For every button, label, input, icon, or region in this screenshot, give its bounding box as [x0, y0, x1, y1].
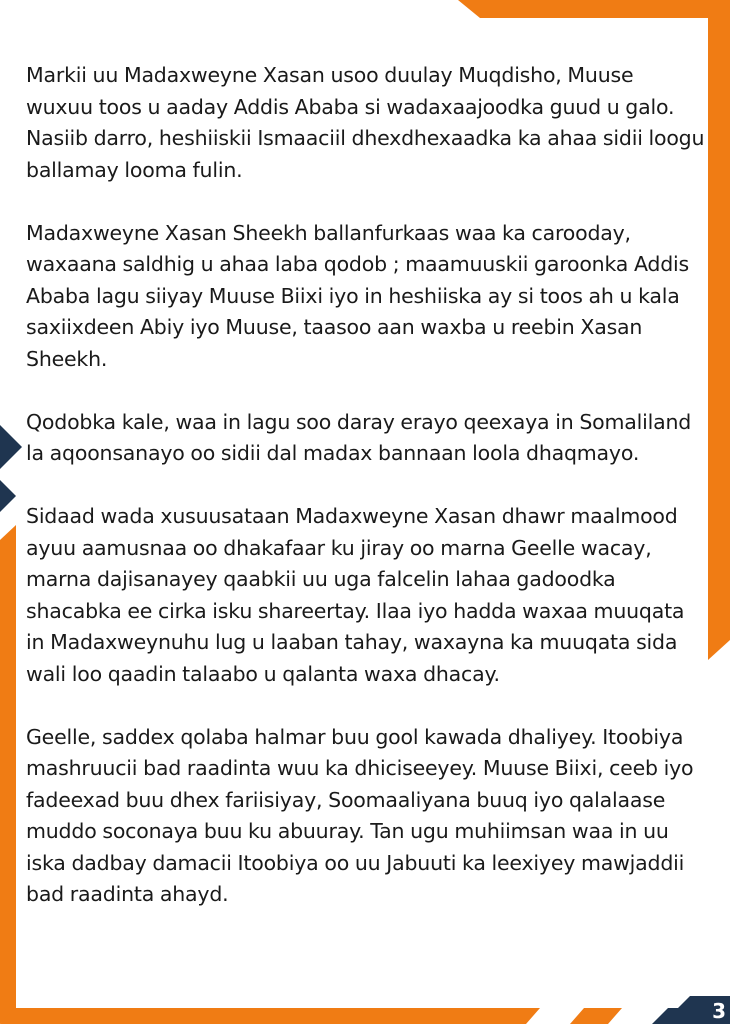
top-orange-band — [458, 0, 730, 18]
right-orange-band — [708, 18, 730, 660]
article-body — [26, 60, 706, 942]
paragraph: Markii uu Madaxweyne Xasan usoo duulay Muqdisho, Muuse wuxuu toos u aaday Addis Ababa si wadaxaajoodka guud u galo. Nasiib darro, heshiiskii Ismaaciil dhexdhexaadka ka ahaa sidii loogu ballamay looma fulin. — [26, 63, 705, 182]
bottom-orange-band — [0, 1008, 540, 1024]
page-number: 3 — [712, 999, 726, 1023]
paragraph: Geelle, saddex qolaba halmar buu gool kawada dhaliyey. Itoobiya mashruucii bad raadinta wuu ka dhiciseeyey. Muuse Biixi, ceeb iyo fadeexad buu dhex fariisiyay, Soomaaliyana buuq iyo qalalaase muddo soconaya buu ku abuuray. Tan ugu muhiimsan waa in uu iska dadbay damacii Itoobiya oo uu Jabuuti ka leexiyey mawjaddii bad raadinta ahayd. — [26, 724, 694, 906]
paragraph: Madaxweyne Xasan Sheekh ballanfurkaas waa ka carooday, waxaana saldhig u ahaa laba qodob ; maamuuskii garoonka Addis Ababa lagu siiyay Muuse Biixi iyo in heshiiska ay si toos ah u kala saxiixdeen Abiy iyo Muuse, taasoo aan waxba u reebin Xasan Sheekh. — [26, 220, 690, 371]
paragraph: Sidaad wada xusuusataan Madaxweyne Xasan dhawr maalmood ayuu aamusnaa oo dhakafaar ku jiray oo marna Geelle wacay, marna dajisanayey qaabkii uu uga falcelin lahaa gadoodka shacabka ee cirka isku shareertay. Ilaa iyo hadda waxaa muuqata in Madaxweynuhu lug u laaban tahay, waxayna ka muuqata sida wali loo qaadin talaabo u qalanta waxa dhacay. — [26, 504, 685, 686]
left-orange-band — [0, 525, 16, 1024]
left-navy-chevron-1 — [0, 425, 22, 469]
left-navy-chevron-2 — [0, 480, 16, 512]
paragraph: Qodobka kale, waa in lagu soo daray erayo qeexaya in Somaliland la aqoonsanayo oo sidii dal madax bannaan loola dhaqmayo. — [26, 409, 692, 465]
bottom-orange-stripe — [570, 1008, 622, 1024]
